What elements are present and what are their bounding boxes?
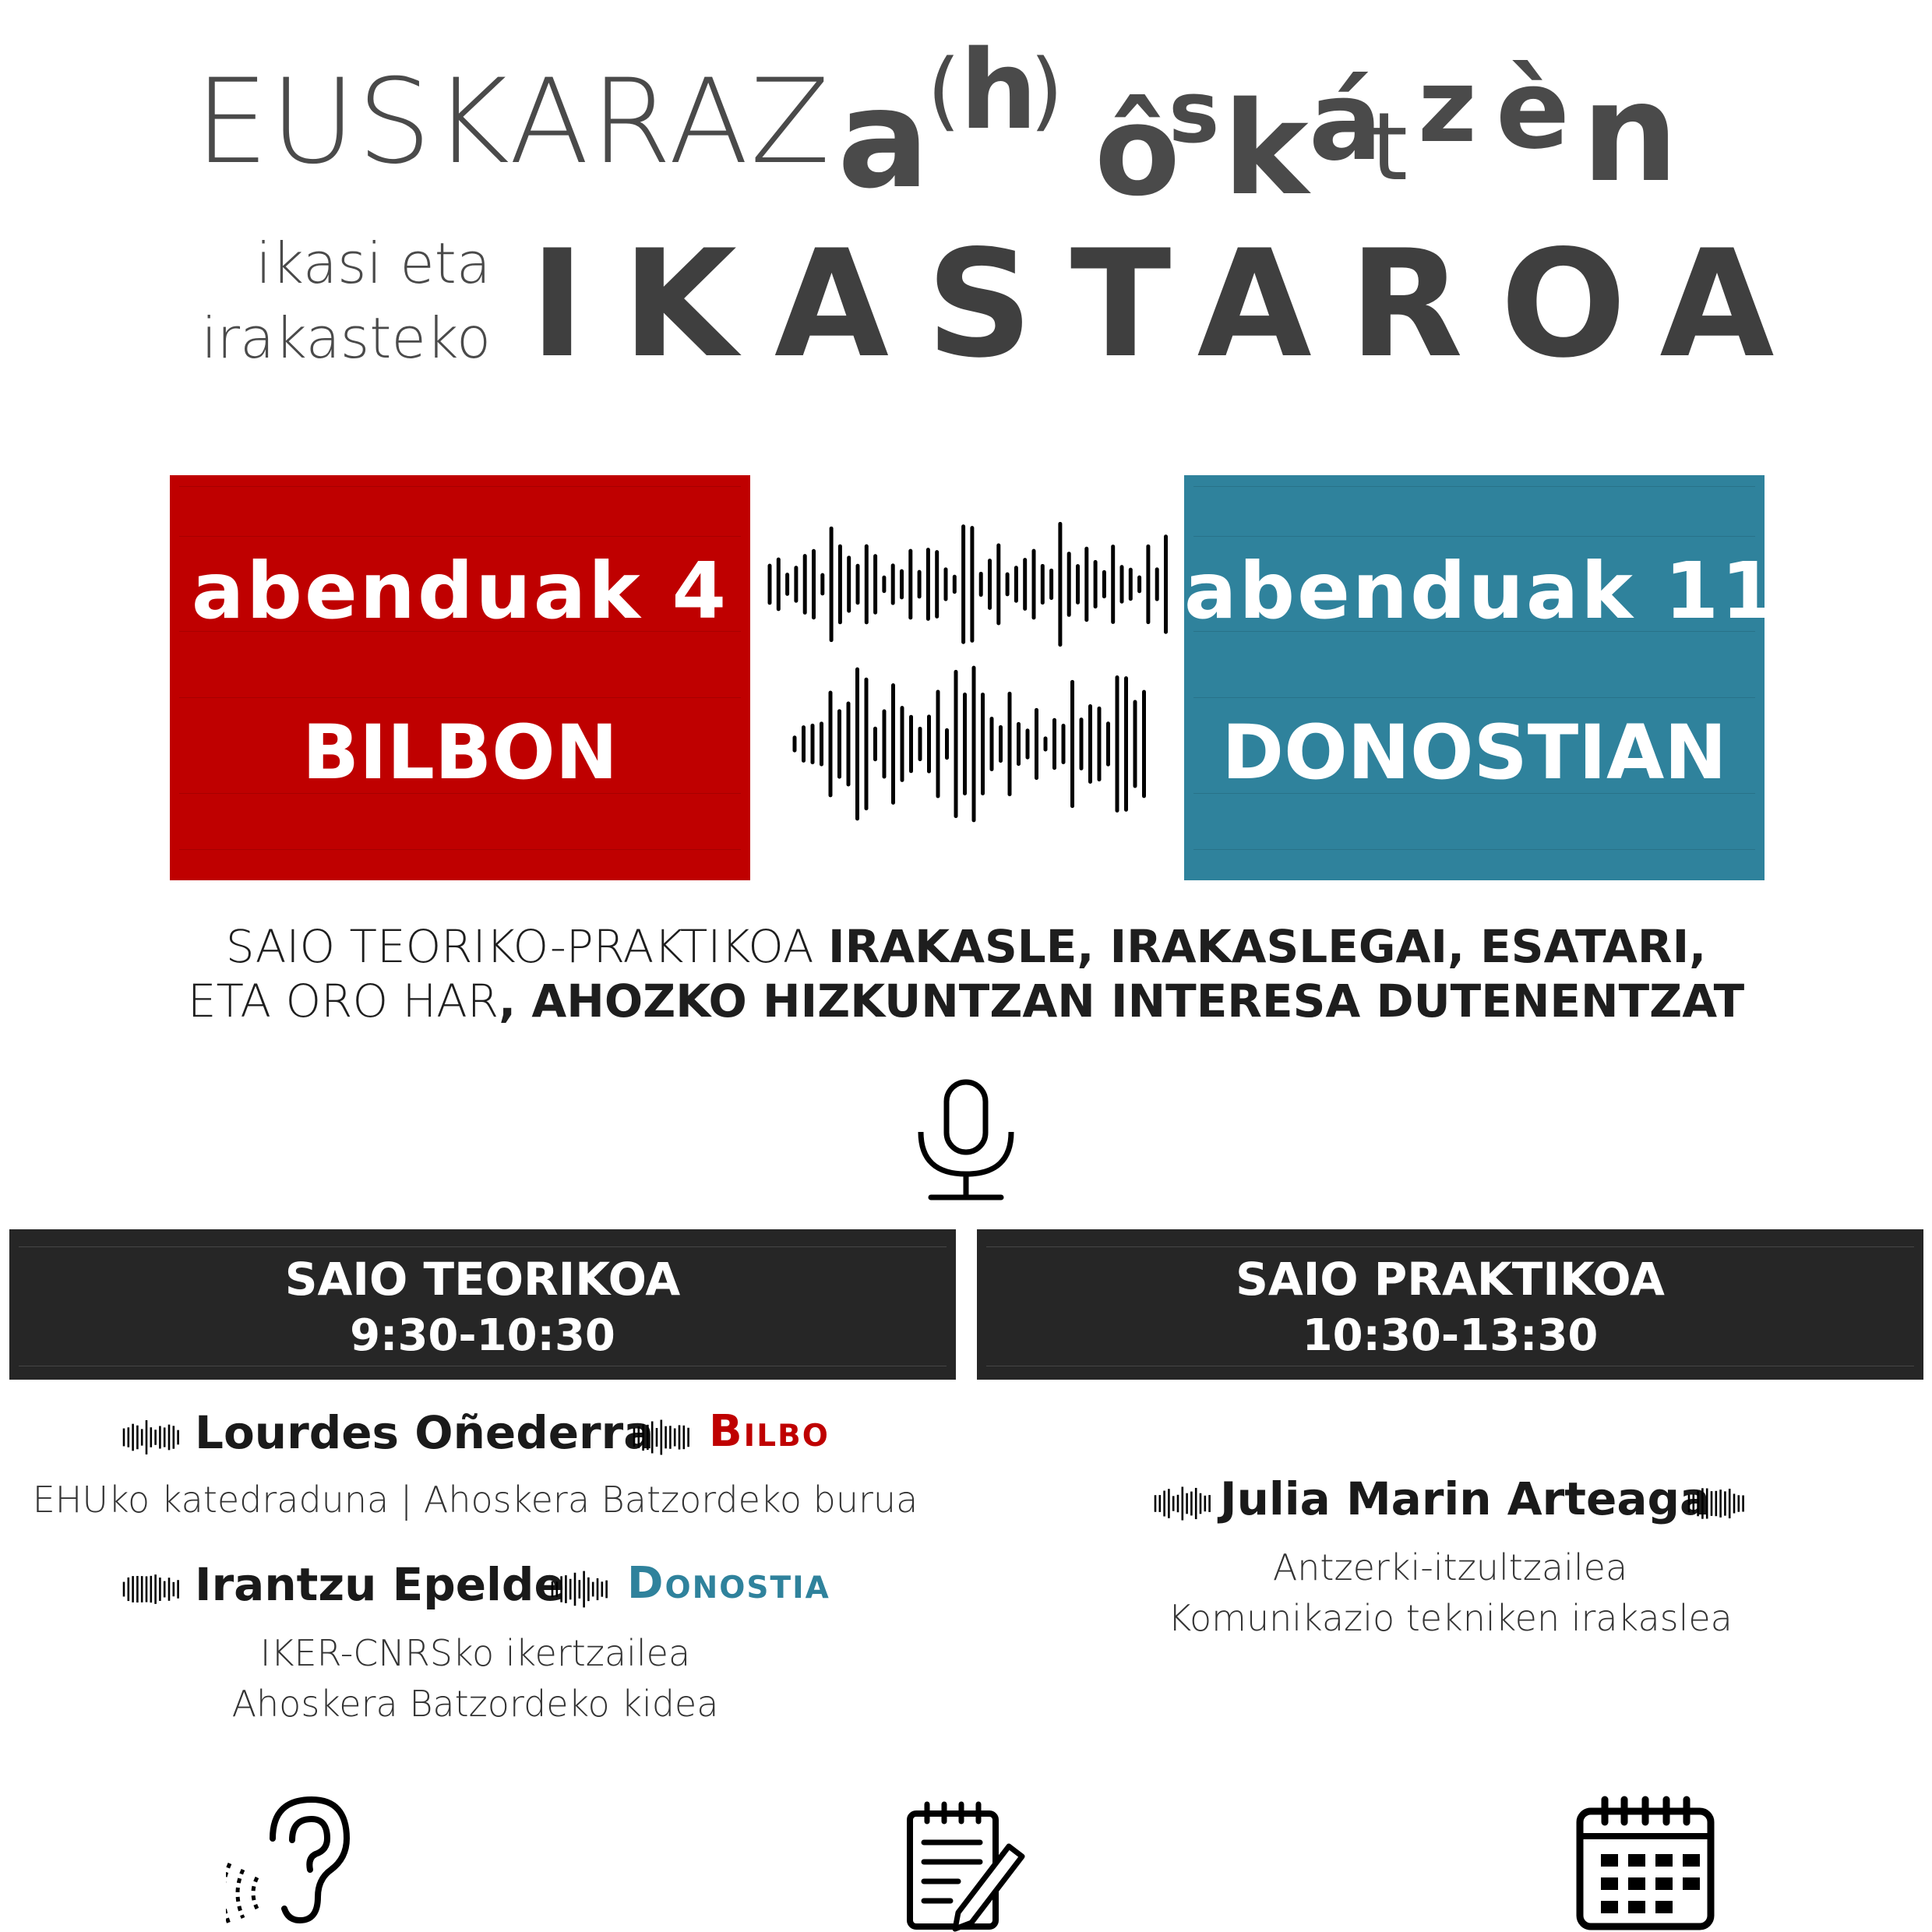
date-label: abenduak 4 [191, 545, 729, 636]
title-letter: ô [1095, 78, 1180, 224]
date-label: abenduak 11 [1184, 545, 1778, 636]
title-euskaraz: EUSKARAZ [195, 55, 832, 190]
title-letter: n [1581, 55, 1679, 213]
speaker-row-lourdes [0, 1406, 966, 1468]
speaker-city: Bilbo [709, 1406, 830, 1457]
speaker-role: Komunikazio tekniken irakaslea [1168, 1597, 1733, 1639]
title-row [0, 27, 1932, 224]
ear-icon [226, 1792, 351, 1932]
city-label: BILBON [301, 709, 619, 796]
subtitle-line1: ikasi eta [256, 231, 491, 296]
title-letter: a [837, 61, 930, 219]
speaker-role: Ahoskera Batzordeko kidea [231, 1683, 719, 1725]
waveform-icon [1686, 1479, 1748, 1528]
title-letter: è [1496, 47, 1570, 174]
microphone-icon [911, 1079, 1021, 1204]
subtitle-line2: irakasteko [201, 305, 491, 371]
session-time: 10:30-13:30 [1302, 1310, 1599, 1361]
speaker-role: IKER-CNRSko ikertzailea [259, 1632, 691, 1674]
session-time: 9:30-10:30 [350, 1310, 615, 1361]
title-letter: t [1371, 93, 1408, 202]
speaker-row-irantzu [0, 1558, 966, 1620]
speaker-city: Donostia [627, 1558, 830, 1609]
waveform-icon [1152, 1479, 1215, 1528]
desc-line1-normal: SAIO TEORIKO-PRAKTIKOA [225, 920, 829, 973]
title-letter: h [960, 27, 1038, 154]
title-letter: á [1309, 58, 1383, 185]
date-box-donostia [1184, 475, 1778, 880]
waveform-icon [121, 1564, 183, 1614]
title-letter: k [1223, 74, 1309, 224]
waveform-icon [121, 1412, 183, 1462]
date-box-bilbo [170, 475, 750, 880]
title-letter: z [1418, 47, 1477, 165]
speaker-role: Antzerki-itzultzailea [1272, 1546, 1628, 1588]
waveform-icon [631, 1412, 693, 1462]
session-title: SAIO TEORIKOA [284, 1253, 681, 1306]
notepad-pencil-icon [904, 1800, 1028, 1932]
desc-line2-bold: , AHOZKO HIZKUNTZAN INTERESA DUTENENTZAT [499, 975, 1745, 1028]
session-title: SAIO PRAKTIKOA [1236, 1253, 1665, 1306]
session-teorikoa-header [9, 1229, 956, 1380]
speaker-name: Lourdes Oñederra [195, 1406, 654, 1459]
city-label: DONOSTIAN [1222, 709, 1727, 796]
speaker-name: Irantzu Epelde [195, 1558, 565, 1611]
subtitle-small [156, 226, 491, 375]
audience-description [0, 919, 1932, 1028]
title-letter: s [1169, 62, 1220, 162]
calendar-icon [1574, 1796, 1718, 1932]
subtitle-ikastaroa: IKASTAROA [530, 218, 1812, 390]
title-letter: ( [927, 41, 961, 140]
session-praktikoa-header [977, 1229, 1923, 1380]
speaker-role: EHUko katedraduna | Ahoskera Batzordeko burua [32, 1479, 918, 1521]
waveform-icon [549, 1564, 612, 1614]
speaker-row-julia [977, 1472, 1923, 1535]
waveform-icon [763, 522, 1176, 841]
desc-line2-normal: ETA ORO HAR [187, 975, 499, 1028]
speaker-name: Julia Marin Arteaga [1220, 1472, 1711, 1525]
title-letter: ) [1030, 41, 1063, 140]
desc-line1-bold: IRAKASLE, IRAKASLEGAI, ESATARI, [828, 920, 1707, 973]
